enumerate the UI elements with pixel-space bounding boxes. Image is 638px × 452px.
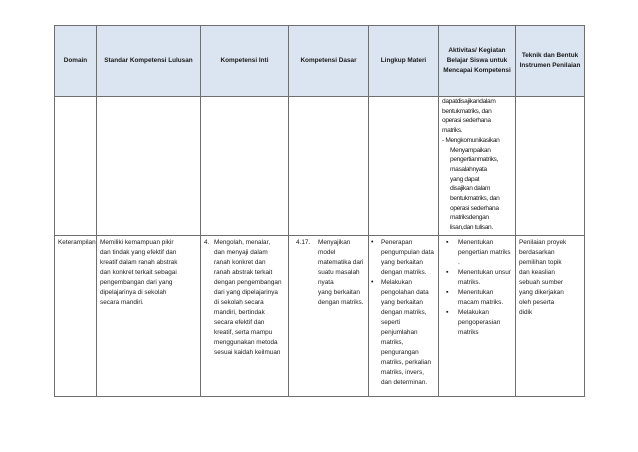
text-line: matriksdengan (450, 214, 489, 222)
ki-item (204, 238, 285, 358)
text-line: matriks. (458, 278, 481, 286)
text-line: ▪ Menentukan (458, 238, 494, 246)
text-line: Menyajikan model (318, 238, 351, 256)
text-line: pengertian matriks . (458, 248, 511, 266)
text-line: operasi sederhana (442, 117, 491, 125)
header-teknik: Teknik dan Bentuk Instrumen Penilaian (516, 26, 585, 97)
text-line: macam matriks. (458, 298, 504, 306)
cont-ki-cell (201, 97, 289, 236)
text-line: • Penerapan (381, 238, 413, 246)
domain-cell: Keterampilan (55, 235, 97, 396)
header-materi: Lingkup Materi (369, 26, 439, 97)
list-item (442, 308, 512, 338)
skl-cell (97, 235, 201, 396)
text-line: masalahnyata (450, 165, 487, 173)
teknik-cell (516, 235, 585, 396)
text-line: di sekolah secara (214, 298, 264, 306)
text-line: yang berkaitan (381, 298, 423, 306)
cont-teknik-cell (516, 97, 585, 236)
text-line: dengan matriks. (381, 268, 427, 276)
text-line: Menyampaikan (450, 146, 491, 154)
list-item (442, 288, 512, 308)
header-row (55, 26, 585, 97)
kd-cell (289, 235, 369, 396)
list-item (442, 268, 512, 288)
header-kd: Kompetensi Dasar (289, 26, 369, 97)
kd-item (292, 238, 365, 308)
text-line: pengembangan dari yang (100, 278, 173, 286)
skl-text (100, 238, 197, 308)
text-line: didik (519, 308, 533, 316)
text-line: sesuai kaidah keilmuan (214, 348, 281, 356)
keterampilan-row (55, 235, 585, 396)
text-line: mandiri, bertindak (214, 308, 265, 316)
text-line: - Mengkomunikasikan (442, 136, 500, 144)
text-line: pengertianmatriks, (450, 156, 498, 164)
text-line: pengoperasian (458, 318, 501, 326)
text-line: dapatdisajikandalam (442, 98, 496, 105)
text-line: Penilaian proyek (519, 238, 567, 246)
text-line: ranah konkret dan (214, 258, 266, 266)
cont-skl-cell (97, 97, 201, 236)
header-aktivitas: Aktivitas/ Kegiatan Belajar Siswa untuk Mencapai Kompetensi (439, 26, 516, 97)
text-line: yang berkaitan (381, 258, 423, 266)
text-line: • Melakukan (381, 278, 412, 286)
text-line: yang dapat (450, 175, 480, 183)
text-line: menggunakan metoda (214, 338, 278, 346)
text-line: matematika dari (318, 258, 364, 266)
text-line: dengan matriks. (318, 298, 364, 306)
text-line: secara efektif dan (214, 318, 265, 326)
header-domain: Domain (55, 26, 97, 97)
text-line: yang berkaitan (318, 288, 360, 296)
text-line: dengan pengembangan (214, 278, 282, 286)
text-line: sebuah sumber (519, 278, 564, 286)
header-skl: Standar Kompetensi Lulusan (97, 26, 201, 97)
continuation-row (55, 97, 585, 236)
text-line: dipelajarinya di sekolah (100, 288, 167, 296)
cont-materi-cell (369, 97, 439, 236)
aktivitas-cell (439, 235, 516, 396)
teknik-text (519, 238, 581, 318)
text-line: ▪ Melakukan (458, 308, 489, 316)
text-line: matriks, (381, 338, 404, 346)
text-line: matriks, perkalian (381, 358, 432, 366)
text-line: penjumlahan (381, 328, 418, 336)
cont-aktivitas-text (442, 97, 512, 233)
text-line: dan tindak yang efektif dan (100, 248, 177, 256)
cont-aktivitas-cell (439, 97, 516, 236)
aktivitas-list (442, 238, 512, 338)
materi-list (370, 238, 435, 388)
list-item (370, 278, 435, 388)
text-line: suatu masalah nyata (318, 268, 360, 286)
materi-cell (369, 235, 439, 396)
text-line: dan konkret terkait sebagai (100, 268, 177, 276)
text-line: dengan matriks, (381, 308, 427, 316)
text-line: dan determinan. (381, 378, 428, 386)
text-line: dari yang dipelajarinya (214, 288, 278, 296)
text-line: seperti (381, 318, 401, 326)
header-ki: Kompetensi Inti (201, 26, 289, 97)
text-line: ▪ Menentukan (458, 288, 494, 296)
text-line: pengumpulan data (381, 248, 434, 256)
text-line: pemilihan topik (519, 258, 562, 266)
text-line: matriks, invers, (381, 368, 424, 376)
text-line: bentukmatriks, dan (442, 107, 492, 115)
curriculum-table (54, 25, 585, 397)
text-line: berdasarkan (519, 248, 555, 256)
list-item (370, 238, 435, 278)
ki-number: 4. (204, 238, 210, 246)
text-line: dan keaslian (519, 268, 555, 276)
text-line: ranah abstrak terkait (214, 268, 273, 276)
text-line: kreatif dalam ranah abstrak (100, 258, 178, 266)
text-line: secara mandiri. (100, 298, 144, 306)
text-line: pengurangan (381, 348, 419, 356)
text-line: matriks. (442, 127, 463, 135)
text-line: ▪ Menentukan unsur (458, 268, 511, 276)
ki-cell (201, 235, 289, 396)
cont-domain-cell (55, 97, 97, 236)
list-item (442, 238, 512, 268)
text-line: bentukmatriks, dan (450, 195, 500, 203)
text-line: matriks (458, 328, 479, 336)
kd-number: 4.17. (296, 238, 311, 246)
text-line: Mengolah, menalar, (214, 238, 271, 246)
text-line: dan menyaji dalam (214, 248, 268, 256)
text-line: oleh peserta (519, 298, 555, 306)
text-line: operasi sederhana (450, 204, 499, 212)
text-line: disajikan dalam (450, 185, 491, 193)
text-line: lisan,dan tulisan. (450, 224, 493, 232)
cont-kd-cell (289, 97, 369, 236)
text-line: yang dikerjakan (519, 288, 564, 296)
text-line: pengolahan data (381, 288, 429, 296)
text-line: kreatif, serta mampu (214, 328, 273, 336)
text-line: Memiliki kemampuan pikir (100, 238, 174, 246)
